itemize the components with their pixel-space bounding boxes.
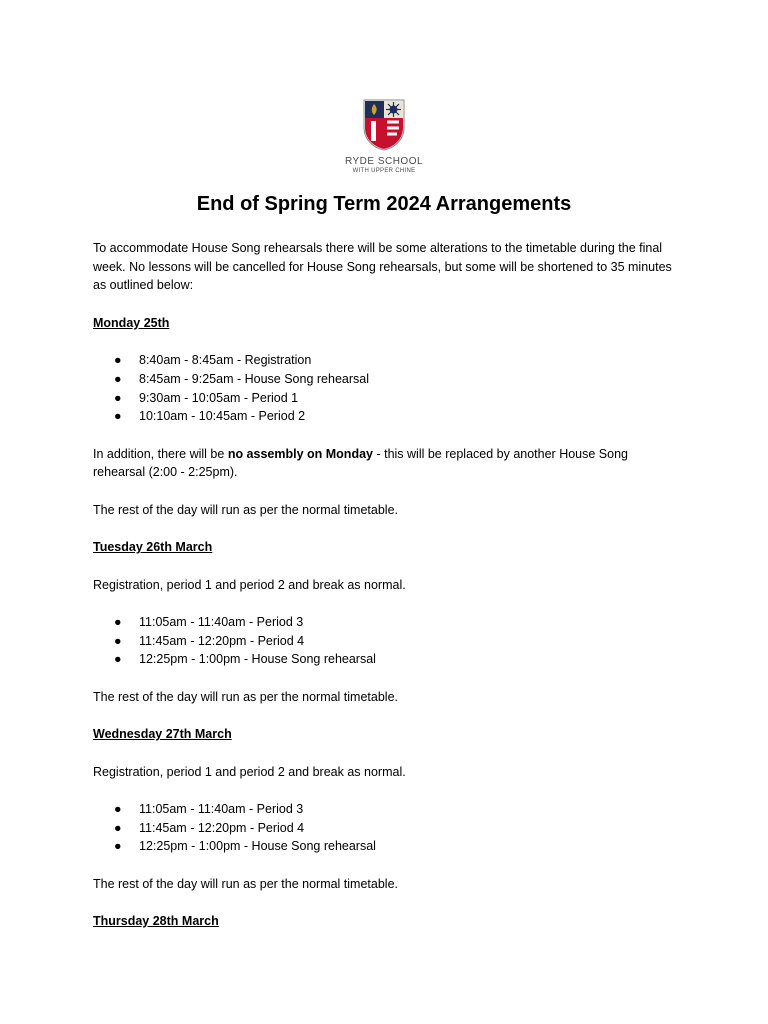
thursday-heading: Thursday 28th March <box>93 914 219 929</box>
list-item: ● 12:25pm - 1:00pm - House Song rehearsal <box>93 837 683 856</box>
wednesday-heading: Wednesday 27th March <box>93 727 232 742</box>
list-item: ● 10:10am - 10:45am - Period 2 <box>93 407 683 426</box>
bullet-icon: ● <box>114 839 122 854</box>
bullet-icon: ● <box>114 801 122 816</box>
intro-paragraph: To accommodate House Song rehearsals there will be some alterations to the timetable during the final week. No lessons will be cancelled for House Song rehearsals, but some will be shortened to 35 minutes as outlined below: <box>93 241 672 293</box>
wednesday-rest-note: The rest of the day will run as per the normal timetable. <box>93 876 399 891</box>
list-item: ● 12:25pm - 1:00pm - House Song rehearsal <box>93 650 683 669</box>
tuesday-pre-note: Registration, period 1 and period 2 and break as normal. <box>93 577 406 592</box>
tuesday-rest-note: The rest of the day will run as per the normal timetable. <box>93 689 399 704</box>
bullet-icon: ● <box>114 353 122 368</box>
wednesday-pre-note: Registration, period 1 and period 2 and break as normal. <box>93 764 406 779</box>
list-item: ● 8:40am - 8:45am - Registration <box>93 351 683 370</box>
bullet-icon: ● <box>114 371 122 386</box>
bullet-icon: ● <box>114 409 122 424</box>
school-logo <box>340 98 428 175</box>
school-crest-icon <box>360 98 408 152</box>
list-item: ● 9:30am - 10:05am - Period 1 <box>93 389 683 408</box>
list-item: ● 11:45am - 12:20pm - Period 4 <box>93 819 683 838</box>
document-body <box>93 239 683 931</box>
bullet-icon: ● <box>114 820 122 835</box>
school-name: RYDE SCHOOL <box>344 156 424 167</box>
list-item: ● 11:05am - 11:40am - Period 3 <box>93 613 683 632</box>
list-item: ● 11:05am - 11:40am - Period 3 <box>93 800 683 819</box>
monday-note-emphasis: no assembly on Monday <box>227 446 373 461</box>
tuesday-schedule-list <box>93 613 683 669</box>
bullet-icon: ● <box>114 390 122 405</box>
bullet-icon: ● <box>114 652 122 667</box>
monday-note: In addition, there will be no assembly on Monday - this will be replaced by another House Song rehearsal (2:00 - 2:25pm). <box>93 446 628 480</box>
list-item: ● 8:45am - 9:25am - House Song rehearsal <box>93 370 683 389</box>
school-subtitle: WITH UPPER CHINE <box>352 168 416 174</box>
list-item: ● 11:45am - 12:20pm - Period 4 <box>93 632 683 651</box>
monday-heading: Monday 25th <box>93 315 170 330</box>
tuesday-heading: Tuesday 26th March <box>93 540 213 555</box>
monday-schedule-list <box>93 351 683 426</box>
wednesday-schedule-list <box>93 800 683 856</box>
bullet-icon: ● <box>114 614 122 629</box>
page-title: End of Spring Term 2024 Arrangements <box>196 193 572 215</box>
bullet-icon: ● <box>114 633 122 648</box>
monday-rest-note: The rest of the day will run as per the normal timetable. <box>93 502 399 517</box>
